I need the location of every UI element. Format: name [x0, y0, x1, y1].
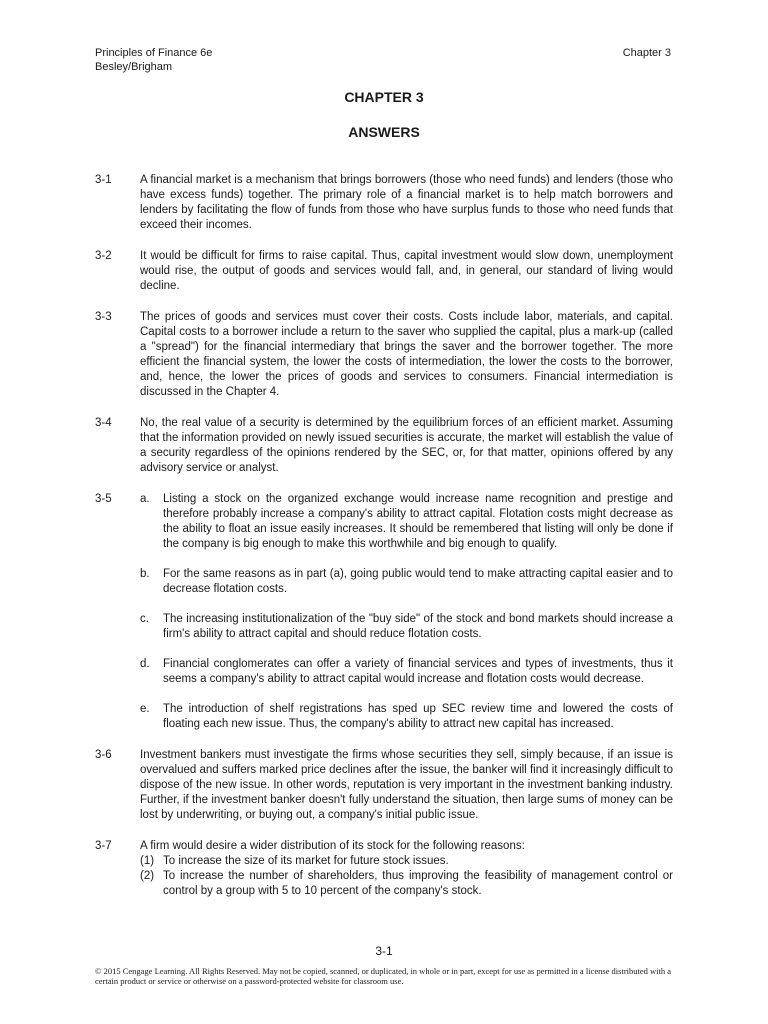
answer-3-2	[95, 249, 673, 294]
reason-marker: (1)	[140, 855, 155, 867]
answer-number: 3-2	[95, 250, 112, 262]
answer-number: 3-6	[95, 749, 112, 761]
answer-3-7	[95, 839, 673, 899]
book-authors: Besley/Brigham	[95, 61, 173, 73]
reason-1	[140, 854, 673, 869]
answer-text: Investment bankers must investigate the firms whose securities they sell, simply because, if an issue is overvalued and suffers marked price declines after the issue, the banker will find it increasingly difficult to dispose of the new issue. In other words, reputation is very important in the investment banking industry. Further, if the investment banker doesn't fully understand the situation, then large sums of money can be lost by underwriting, or buying out, a company's initial public issue.	[140, 749, 673, 821]
answer-3-6	[95, 748, 673, 823]
part-letter: c.	[140, 613, 149, 625]
answers-body	[95, 173, 673, 899]
answer-number: 3-1	[95, 174, 112, 186]
reason-2	[140, 869, 673, 899]
answer-part-e	[140, 702, 673, 732]
page-number: 3-1	[375, 944, 393, 958]
part-text: The introduction of shelf registrations has sped up SEC review time and lowered the costs of floating each new issue. Thus, the company's ability to attract new capital has increased.	[163, 703, 673, 730]
answer-text: A financial market is a mechanism that brings borrowers (those who need funds) and lenders (those who have excess funds) together. The primary role of a financial market is to help match borrowers and lenders by facilitating the flow of funds from those who have surplus funds to those who need funds that exceed their incomes.	[140, 174, 673, 231]
answer-text: No, the real value of a security is determined by the equilibrium forces of an efficient market. Assuming that the information provided on newly issued securities is accurate, the market will establish the value of a security regardless of the opinions rendered by the SEC, or, for that matter, opinions offered by any advisory service or analyst.	[140, 417, 673, 474]
answer-part-d	[140, 657, 673, 687]
answer-3-3	[95, 310, 673, 400]
chapter-title: CHAPTER 3	[344, 89, 424, 105]
answer-text: A firm would desire a wider distribution of its stock for the following reasons:	[140, 840, 525, 852]
answer-text: The prices of goods and services must cover their costs. Costs include labor, materials, and capital. Capital costs to a borrower include a return to the saver who supplied the capital, plus a mark-up (called a "spread") for the financial intermediary that brings the saver and the borrower together. The more efficient the financial system, the lower the costs of intermediation, the lower the costs to the borrower, and, hence, the lower the prices of goods and services to consumers. Financial intermediation is discussed in the Chapter 4.	[140, 311, 673, 398]
answer-3-4	[95, 416, 673, 476]
answer-part-c	[140, 612, 673, 642]
reason-text: To increase the number of shareholders, thus improving the feasibility of management control or control by a group with 5 to 10 percent of the company's stock.	[163, 870, 673, 897]
reason-marker: (2)	[140, 870, 155, 882]
reason-text: To increase the size of its market for future stock issues.	[163, 855, 449, 867]
part-text: Listing a stock on the organized exchange would increase name recognition and prestige and therefore probably increase a company's ability to attract capital. Flotation costs might decrease as the ability to float an issue easily increases. It should be remembered that listing will only be done if the company is big enough to make this worthwhile and big enough to qualify.	[163, 493, 673, 550]
part-text: The increasing institutionalization of the "buy side" of the stock and bond markets should increase a firm's ability to attract capital and should reduce flotation costs.	[163, 613, 673, 640]
part-letter: a.	[140, 493, 150, 505]
answer-number: 3-7	[95, 840, 112, 852]
book-title: Principles of Finance 6e	[95, 47, 213, 59]
answer-number: 3-4	[95, 417, 112, 429]
answer-text: It would be difficult for firms to raise capital. Thus, capital investment would slow down, unemployment would rise, the output of goods and services would fall, and, in general, our standard of living would decline.	[140, 250, 673, 292]
part-letter: d.	[140, 658, 150, 670]
answers-title: ANSWERS	[348, 124, 420, 140]
answer-part-a	[140, 492, 673, 552]
answer-number: 3-3	[95, 311, 112, 323]
answer-3-1	[95, 173, 673, 233]
answer-parts	[140, 492, 673, 732]
answer-3-5	[95, 492, 673, 732]
part-letter: e.	[140, 703, 150, 715]
answer-number: 3-5	[95, 493, 112, 505]
chapter-label: Chapter 3	[622, 47, 671, 59]
part-text: Financial conglomerates can offer a variety of financial services and types of investments, thus it seems a company's ability to attract capital would increase and flotation costs would decrease.	[163, 658, 673, 685]
copyright-notice: © 2015 Cengage Learning. All Rights Reserved. May not be copied, scanned, or duplicated, in whole or in part, except for use as permitted in a license distributed with a certain product or service or otherwise on a password-protected website for classroom use.	[95, 966, 672, 986]
part-text: For the same reasons as in part (a), going public would tend to make attracting capital easier and to decrease flotation costs.	[163, 568, 673, 595]
part-letter: b.	[140, 568, 150, 580]
header-left	[95, 46, 212, 74]
answer-part-b	[140, 567, 673, 597]
